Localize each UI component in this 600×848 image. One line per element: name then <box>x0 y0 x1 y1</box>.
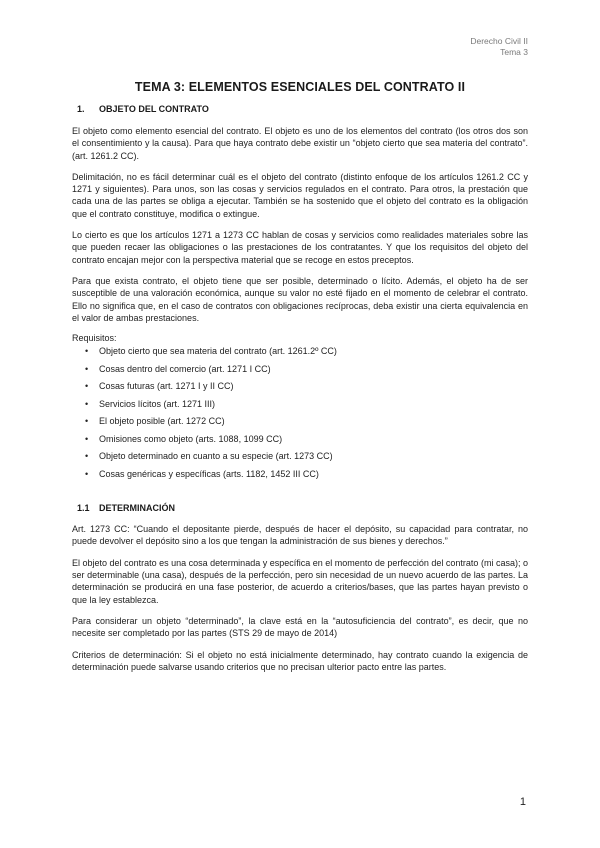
bullet-icon: • <box>85 451 89 462</box>
page-content <box>72 80 528 682</box>
bullet-icon: • <box>85 416 89 427</box>
list-item-text: Objeto cierto que sea materia del contrato (art. 1261.2º CC) <box>99 346 337 357</box>
subsection-title: DETERMINACIÓN <box>99 503 175 514</box>
list-item <box>72 399 528 417</box>
bullet-icon: • <box>85 363 89 374</box>
list-item <box>72 364 528 382</box>
paragraph: Art. 1273 CC: “Cuando el depositante pierde, después de hacer el depósito, su capacidad para contratar, no puede devolver el depósito sino a los que tengan la administración de sus bienes y derechos.” <box>72 524 528 547</box>
list-item <box>72 381 528 399</box>
list-item <box>72 434 528 452</box>
bullet-icon: • <box>85 346 89 357</box>
running-header <box>470 36 528 58</box>
list-item-text: Cosas genéricas y específicas (arts. 1182, 1452 III CC) <box>99 468 319 479</box>
paragraph: Lo cierto es que los artículos 1271 a 1273 CC hablan de cosas y servicios como realidades materiales sobre las que pueden recaer las obligaciones o las prestaciones de los contratantes. Y que los requisitos del objeto del contrato encajan mejor con la perspectiva material que se recoge en estos preceptos. <box>72 230 528 265</box>
list-item-text: Omisiones como objeto (arts. 1088, 1099 CC) <box>99 433 283 444</box>
paragraph: El objeto del contrato es una cosa determinada y específica en el momento de perfección del contrato (mi casa); o ser determinable (una casa), después de la perfección, pero sin necesidad de un nuevo acuerdo de las partes. La determinación se producirá en una fase posterior, de acuerdo a criterios/bases, que las partes hayan previsto o que la ley establezca. <box>72 557 528 605</box>
bullet-icon: • <box>85 381 89 392</box>
list-item <box>72 451 528 469</box>
paragraph: Delimitación, no es fácil determinar cuál es el objeto del contrato (distinto enfoque de los artículos 1261.2 CC y 1271 y siguientes). Para unos, son las cosas y servicios regulados en el contrato. Para otros, la prestación que cada una de las partes se obliga a ejecutar. También se ha sostenido que el objeto del contrato es la obligación que el contrato constituye, modifica o extingue. <box>72 171 528 219</box>
list-item-text: Servicios lícitos (art. 1271 III) <box>99 398 216 409</box>
section-number: 1. <box>77 104 85 114</box>
bullet-icon: • <box>85 433 89 444</box>
list-item-text: El objeto posible (art. 1272 CC) <box>99 416 225 427</box>
subsection-number: 1.1 <box>77 503 90 514</box>
paragraph: El objeto como elemento esencial del contrato. El objeto es uno de los elementos del contrato (los otros dos son el consentimiento y la causa). Para que haya contrato debe existir un “objeto cierto que sea materia del contrato”. (art. 1261.2 CC). <box>72 126 528 161</box>
section-heading-objeto <box>77 104 528 114</box>
list-item <box>72 416 528 434</box>
paragraph: Para considerar un objeto “determinado”, la clave está en la “autosuficiencia del contrato”, es decir, que no necesite ser completado por las partes (STS 29 de mayo de 2014) <box>72 615 528 639</box>
list-item-text: Cosas futuras (art. 1271 I y II CC) <box>99 381 234 392</box>
subsection-heading-determinacion <box>77 503 528 513</box>
header-course: Derecho Civil II <box>470 36 528 46</box>
list-item-text: Objeto determinado en cuanto a su especie (art. 1273 CC) <box>99 451 333 462</box>
header-topic: Tema 3 <box>500 47 528 57</box>
paragraph: Criterios de determinación: Si el objeto no está inicialmente determinado, hay contrato cuando la exigencia de determinación puede salvarse usando criterios que no precisan ulterior pacto entre las partes. <box>72 649 528 672</box>
requisitos-label: Requisitos: <box>72 333 117 344</box>
requisitos-list <box>72 346 528 486</box>
paragraph: Para que exista contrato, el objeto tiene que ser posible, determinado o lícito. Además, el objeto ha de ser susceptible de una valoración económica, aunque su valor no esté fijado en el momento de celebrar el contrato. Ello no significa que, en el caso de contratos con obligaciones recíprocas, deba existir una cierta equivalencia en el valor de ambas prestaciones. <box>72 275 528 323</box>
list-item <box>72 346 528 364</box>
page-title: TEMA 3: ELEMENTOS ESENCIALES DEL CONTRATO II <box>134 80 466 94</box>
list-item <box>72 469 528 487</box>
page-number: 1 <box>519 796 526 808</box>
bullet-icon: • <box>85 468 89 479</box>
section-title: OBJETO DEL CONTRATO <box>99 104 209 114</box>
bullet-icon: • <box>85 398 89 409</box>
list-item-text: Cosas dentro del comercio (art. 1271 I CC) <box>99 363 271 374</box>
